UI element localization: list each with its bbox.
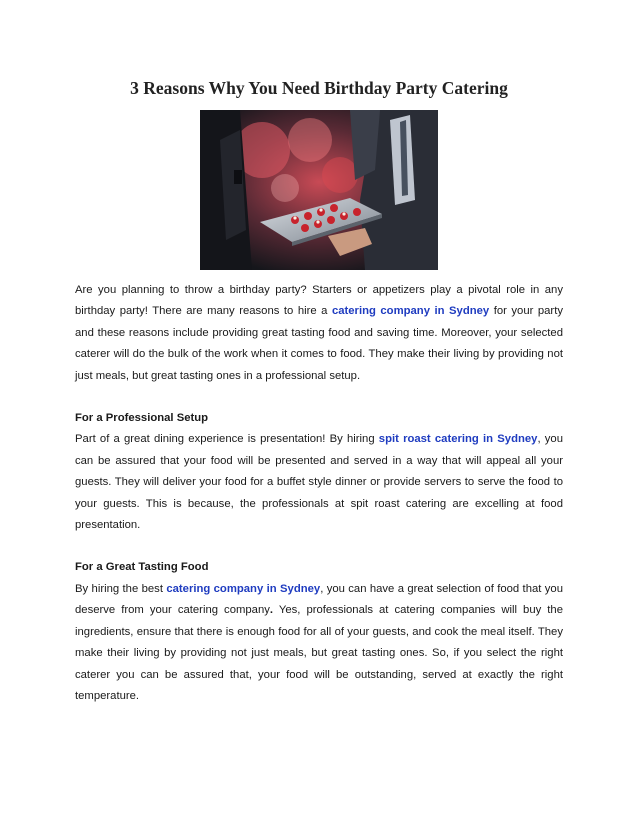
section1-text-2: , you can be assured that your food will be presented and served in a way that will appeal all your guests. They will deliver your food for a buffet style dinner or provide servers to serve the food to your guests. This is because, the professionals at spit roast catering are excelling at food presentation. <box>75 433 563 532</box>
section-heading-professional-setup: For a Professional Setup <box>75 412 209 425</box>
catering-company-link[interactable]: catering company in Sydney <box>331 305 490 318</box>
professional-setup-paragraph <box>75 429 563 536</box>
article-body <box>75 280 563 707</box>
section1-text-1: Part of a great dining experience is presentation! By hiring <box>75 433 379 446</box>
intro-text-2: for your party and these reasons include providing great tasting food and saving time. Moreover, your selected caterer will do the bulk of the work when it comes to food. They make their living by providing not just meals, but great tasting ones in a professional setup. <box>75 305 563 382</box>
catering-company-link-2[interactable]: catering company in Sydney <box>166 582 321 595</box>
spit-roast-catering-link[interactable]: spit roast catering in Sydney <box>378 433 538 446</box>
section2-text-2: , you can have a great selection of food that you deserve from your catering company <box>75 582 563 617</box>
page-title: 3 Reasons Why You Need Birthday Party Catering <box>130 78 508 98</box>
section-heading-great-tasting-food: For a Great Tasting Food <box>75 561 209 574</box>
intro-text-1: Are you planning to throw a birthday party? Starters or appetizers play a pivotal role in any birthday party! There are many reasons to hire a <box>75 284 563 318</box>
great-tasting-food-paragraph <box>75 579 563 707</box>
catering-photo <box>200 110 438 270</box>
catering-photo-illustration <box>200 110 438 270</box>
section2-text-3: Yes, professionals at catering companies will buy the ingredients, ensure that there is enough food for all of your guests, and cook the meal itself. They make their living by providing not just meals, but great tasting ones. So, if you select the right caterer you can be assured that, your food will be outstanding, served at exactly the right temperature. <box>75 604 563 702</box>
section2-bold-period: . <box>269 604 274 617</box>
intro-paragraph <box>75 280 563 387</box>
section2-text-1: By hiring the best <box>75 582 167 595</box>
